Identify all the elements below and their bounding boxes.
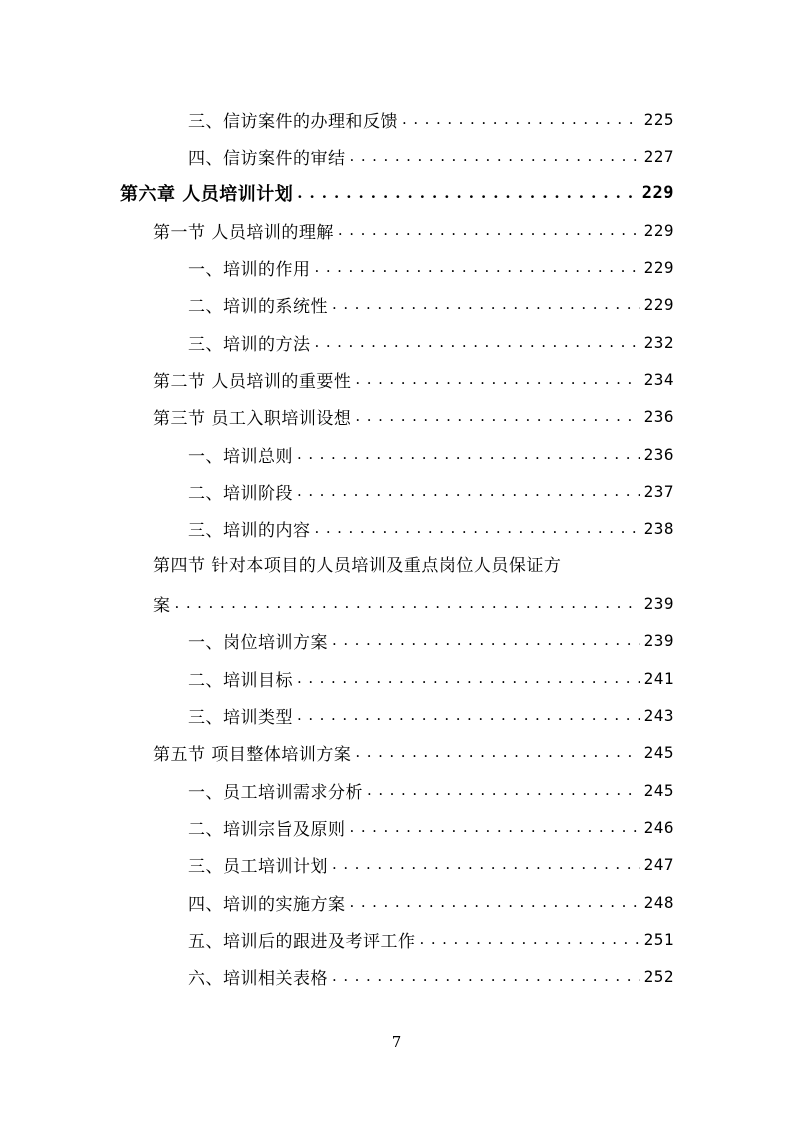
toc-entry[interactable] bbox=[188, 513, 674, 543]
toc-entry-page: 229 bbox=[643, 294, 674, 314]
dot-leader bbox=[350, 141, 640, 171]
dot-leader bbox=[297, 663, 640, 693]
dot-leader bbox=[297, 700, 640, 730]
toc-entry[interactable] bbox=[188, 663, 674, 693]
toc-entry-page: 239 bbox=[643, 630, 674, 650]
dot-leader bbox=[315, 252, 640, 282]
dot-leader bbox=[297, 476, 640, 506]
dot-leader bbox=[420, 924, 640, 954]
dot-leader bbox=[297, 178, 638, 208]
toc-entry-title: 六、培训相关表格 bbox=[188, 968, 328, 989]
dot-leader bbox=[332, 849, 640, 879]
toc-entry[interactable] bbox=[188, 849, 674, 879]
toc-entry-page: 239 bbox=[643, 593, 674, 613]
toc-entry-page: 252 bbox=[643, 966, 674, 986]
toc-entry-page: 245 bbox=[643, 780, 674, 800]
toc-entry-title: 二、培训的系统性 bbox=[188, 296, 328, 317]
toc-entry[interactable] bbox=[188, 289, 674, 319]
toc-entry[interactable] bbox=[188, 327, 674, 357]
toc-entry[interactable] bbox=[188, 700, 674, 730]
toc-entry[interactable] bbox=[188, 439, 674, 469]
toc-entry-title: 二、培训目标 bbox=[188, 670, 293, 691]
dot-leader bbox=[315, 327, 640, 357]
toc-entry[interactable] bbox=[188, 961, 674, 991]
toc-entry[interactable] bbox=[188, 625, 674, 655]
toc-entry-page: 229 bbox=[643, 220, 674, 240]
toc-entry-title: 一、培训总则 bbox=[188, 446, 293, 467]
toc-entry-title: 三、培训的方法 bbox=[188, 334, 311, 355]
dot-leader bbox=[332, 625, 640, 655]
toc-entry-title: 一、培训的作用 bbox=[188, 259, 311, 280]
toc-entry[interactable] bbox=[188, 476, 674, 506]
toc-entry-page: 247 bbox=[643, 854, 674, 874]
toc-entry-title: 二、培训阶段 bbox=[188, 483, 293, 504]
toc-entry-page: 229 bbox=[641, 183, 674, 203]
dot-leader bbox=[367, 775, 640, 805]
dot-leader bbox=[350, 812, 640, 842]
toc-entry-title: 一、员工培训需求分析 bbox=[188, 782, 363, 803]
dot-leader bbox=[355, 401, 639, 431]
toc-entry-page: 237 bbox=[643, 481, 674, 501]
toc-entry-title: 四、培训的实施方案 bbox=[188, 894, 346, 915]
toc-entry-title: 四、信访案件的审结 bbox=[188, 148, 346, 169]
page-number: 7 bbox=[391, 1033, 402, 1051]
toc-entry-title: 一、岗位培训方案 bbox=[188, 632, 328, 653]
toc-entry-title: 三、员工培训计划 bbox=[188, 856, 328, 877]
dot-leader bbox=[175, 588, 640, 618]
toc-entry[interactable] bbox=[188, 887, 674, 917]
toc-entry-page: 229 bbox=[643, 257, 674, 277]
toc-entry-page: 232 bbox=[643, 332, 674, 352]
toc-section-entry[interactable] bbox=[153, 215, 674, 245]
toc-entry[interactable] bbox=[188, 812, 674, 842]
toc-entry-page: 236 bbox=[643, 444, 674, 464]
toc-entry-title: 五、培训后的跟进及考评工作 bbox=[188, 931, 416, 952]
toc-entry-page: 236 bbox=[643, 406, 674, 426]
toc-entry-title: 第一节 人员培训的理解 bbox=[153, 222, 334, 243]
toc-entry-page: 227 bbox=[643, 146, 674, 166]
dot-leader bbox=[338, 215, 640, 245]
toc-entry-page: 246 bbox=[643, 817, 674, 837]
toc-section-entry[interactable] bbox=[153, 364, 674, 394]
toc-entry-page: 245 bbox=[643, 742, 674, 762]
toc-entry-title: 三、信访案件的办理和反馈 bbox=[188, 111, 398, 132]
dot-leader bbox=[332, 961, 640, 991]
dot-leader bbox=[355, 364, 639, 394]
dot-leader bbox=[315, 513, 640, 543]
toc-entry-title: 三、培训的内容 bbox=[188, 520, 311, 541]
dot-leader bbox=[355, 737, 639, 767]
toc-section-entry-line1[interactable]: 第四节 针对本项目的人员培训及重点岗位人员保证方 bbox=[153, 556, 562, 576]
toc-chapter-entry[interactable] bbox=[120, 178, 674, 208]
toc-entry[interactable] bbox=[188, 924, 674, 954]
dot-leader bbox=[402, 104, 640, 134]
toc-entry[interactable] bbox=[188, 141, 674, 171]
dot-leader bbox=[297, 439, 640, 469]
toc-entry[interactable] bbox=[188, 104, 674, 134]
toc-entry-title: 第三节 员工入职培训设想 bbox=[153, 408, 352, 429]
toc-entry-page: 251 bbox=[643, 929, 674, 949]
toc-section-entry[interactable] bbox=[153, 588, 674, 618]
toc-entry-page: 243 bbox=[643, 705, 674, 725]
dot-leader bbox=[350, 887, 640, 917]
toc-entry-title: 第五节 项目整体培训方案 bbox=[153, 744, 352, 765]
toc-entry-page: 234 bbox=[643, 369, 674, 389]
toc-entry-page: 225 bbox=[643, 109, 674, 129]
toc-entry-title: 案 bbox=[153, 595, 171, 616]
toc-entry-title: 二、培训宗旨及原则 bbox=[188, 819, 346, 840]
toc-entry-title: 第二节 人员培训的重要性 bbox=[153, 371, 352, 392]
toc-entry-page: 241 bbox=[643, 668, 674, 688]
toc-entry-title: 三、培训类型 bbox=[188, 707, 293, 728]
toc-entry[interactable] bbox=[188, 252, 674, 282]
dot-leader bbox=[332, 289, 640, 319]
toc-section-entry[interactable] bbox=[153, 737, 674, 767]
toc-entry-page: 238 bbox=[643, 518, 674, 538]
toc-entry-title: 第六章 人员培训计划 bbox=[120, 184, 294, 205]
toc-entry-page: 248 bbox=[643, 892, 674, 912]
toc-section-entry[interactable] bbox=[153, 401, 674, 431]
toc-entry[interactable] bbox=[188, 775, 674, 805]
